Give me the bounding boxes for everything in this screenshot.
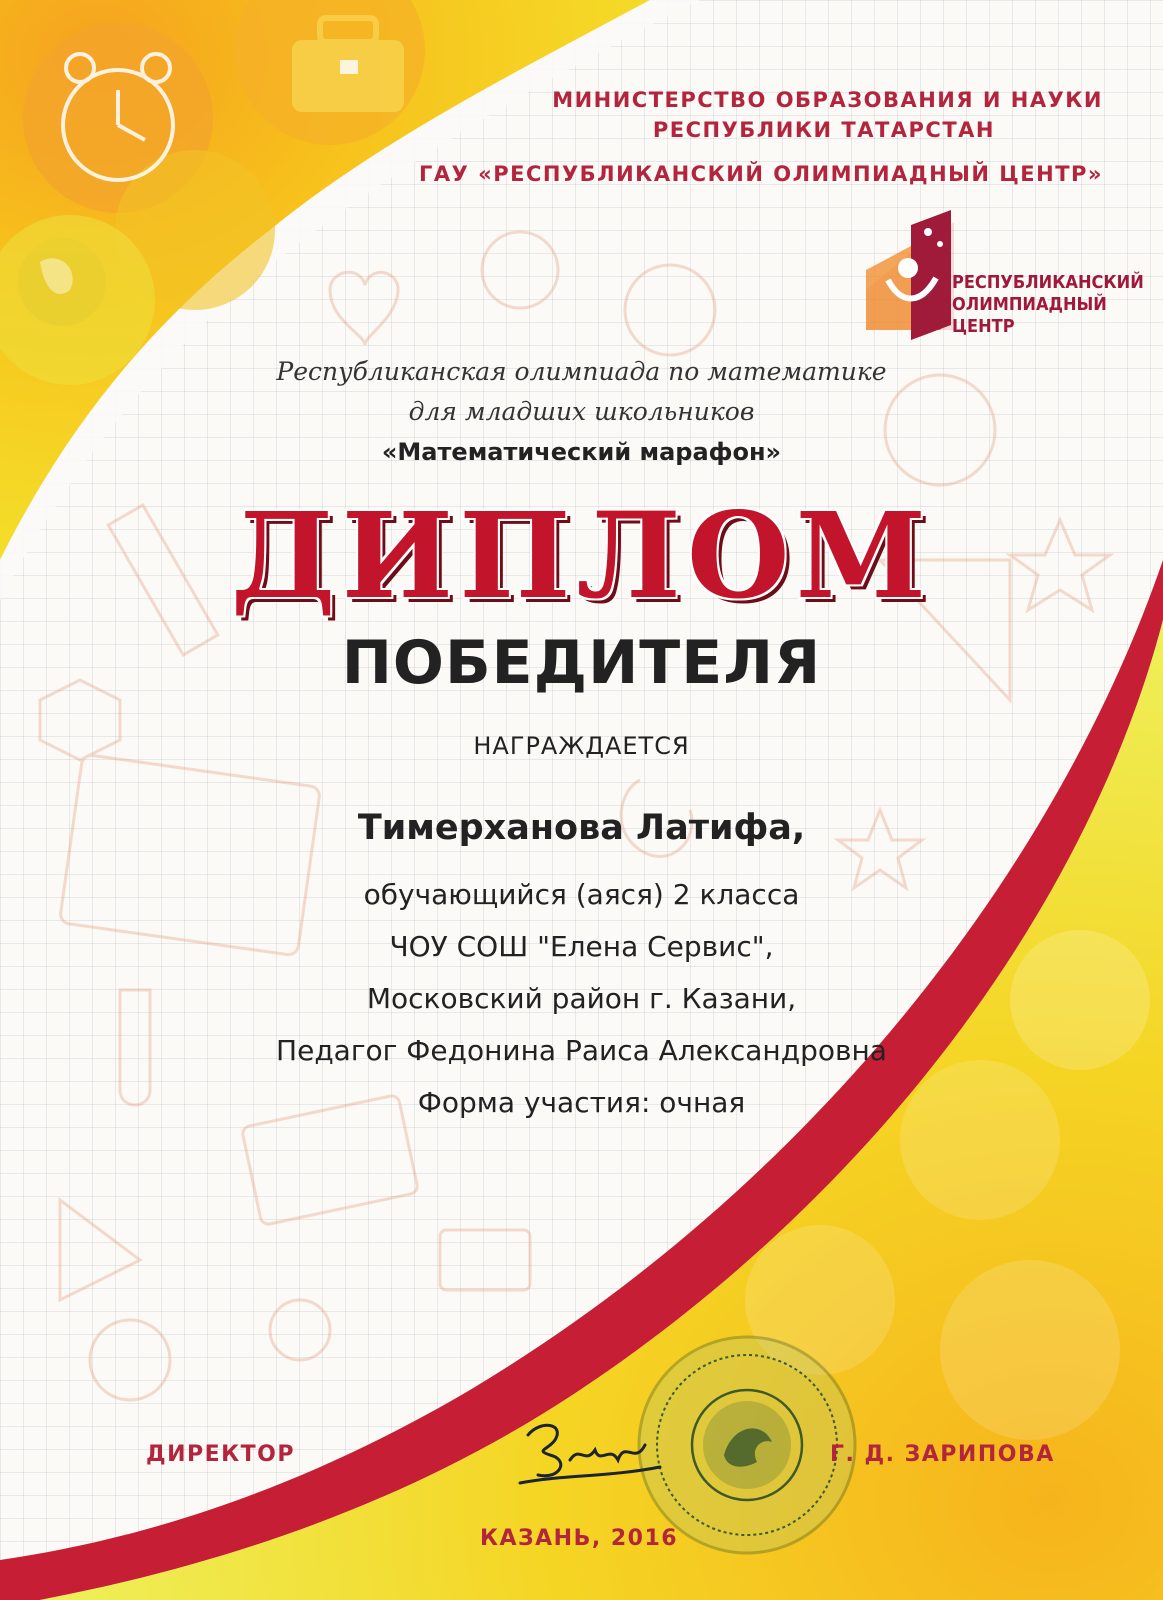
diploma-subtitle: ПОБЕДИТЕЛЯ (341, 628, 822, 698)
logo-line1: РЕСПУБЛИКАНСКИЙ (952, 272, 1144, 293)
recipient-name: Тимерханова Латифа, (357, 808, 806, 848)
ministry-line2: РЕСПУБЛИКИ ТАТАРСТАН (652, 118, 995, 142)
diploma-title: ДИПЛОМ (230, 486, 933, 625)
recipient-grade: обучающийся (аяся) 2 класса (363, 878, 800, 911)
awarded-label: НАГРАЖДАЕТСЯ (473, 732, 690, 760)
director-name: Г. Д. ЗАРИПОВА (830, 1442, 1055, 1467)
recipient-teacher: Педагог Федонина Раиса Александровна (276, 1034, 887, 1067)
olympiad-name: «Математический марафон» (381, 438, 782, 466)
logo-text (952, 272, 1144, 338)
olympiad-title-line2: для младших школьников (408, 397, 755, 426)
director-signature (510, 1405, 670, 1495)
globe-icon (18, 238, 106, 326)
director-label: ДИРЕКТОР (146, 1442, 295, 1467)
recipient-district: Московский район г. Казани, (366, 982, 797, 1015)
logo-line2: ОЛИМПИАДНЫЙ (952, 294, 1107, 315)
participation-form: Форма участия: очная (417, 1086, 746, 1119)
city-year: КАЗАНЬ, 2016 (480, 1526, 679, 1551)
olympiad-title-line1: Республиканская олимпиада по математике (276, 357, 887, 386)
recipient-school: ЧОУ СОШ "Елена Сервис", (389, 930, 774, 963)
ministry-line1: МИНИСТЕРСТВО ОБРАЗОВАНИЯ И НАУКИ (552, 88, 1103, 112)
logo-line3: ЦЕНТР (952, 316, 1015, 337)
center-name: ГАУ «РЕСПУБЛИКАНСКИЙ ОЛИМПИАДНЫЙ ЦЕНТР» (419, 162, 1103, 186)
